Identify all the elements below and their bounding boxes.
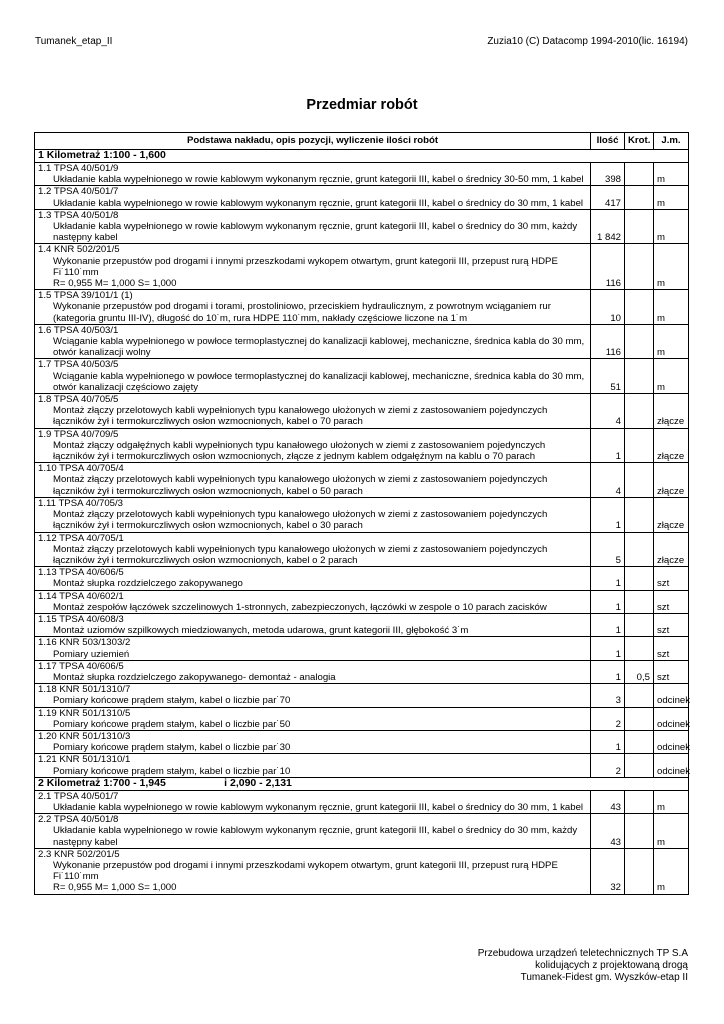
item-unit: m: [654, 848, 689, 894]
item-unit: m: [654, 814, 689, 849]
item-quantity: 1: [591, 590, 625, 613]
item-quantity: 1: [591, 660, 625, 683]
table-row: [35, 497, 689, 532]
table-row: [35, 567, 689, 590]
item-multiplier: [625, 848, 654, 894]
item-multiplier: [625, 814, 654, 849]
item-unit: odcinek: [654, 684, 689, 707]
item-text: Wykonanie przepustów pod drogami i torami, prostoliniowo, przeciskiem hydraulicznym, z powrotnym wciąganiem rur (kategoria gruntu III-IV), długość do 10˙m, rura HDPE 110˙mm, nakłady częściowe liczone na 1˙m: [53, 301, 551, 324]
item-code: 1.13 TPSA 40/606/5: [38, 567, 124, 579]
item-quantity: 1: [591, 730, 625, 753]
item-text: Montaż uziomów szpilkowych miedziowanych, metoda udarowa, grunt kategorii III, głębokość 3˙m: [53, 625, 469, 637]
item-description: [35, 730, 591, 753]
item-text: Wykonanie przepustów pod drogami i innymi przeszkodami wykopem otwartym, grunt kategorii III, przepust rurą HDPE Fi˙110˙mm R= 0,955 M= 1,000 S= 1,000: [53, 255, 558, 290]
item-description: [35, 707, 591, 730]
item-unit: m: [654, 163, 689, 186]
item-unit: złącze: [654, 532, 689, 567]
item-text: Montaż zespołów łączówek szczelinowych 1-stronnych, zabezpieczonych, łączówki w zespole o 10 parach zacisków: [53, 601, 547, 613]
item-quantity: 1: [591, 637, 625, 660]
item-text: Montaż złączy przelotowych kabli wypełnionych typu kanałowego ułożonych w ziemi z zastosowaniem pojedynczych łączników żył i termokurczliwych osłon wzmocnionych, kabel o 50 parach: [53, 474, 548, 497]
table-row: [35, 394, 689, 429]
item-multiplier: [625, 324, 654, 359]
table-row: [35, 186, 689, 209]
item-multiplier: [625, 359, 654, 394]
item-text: Montaż złączy odgałęźnych kabli wypełnionych typu kanałowego ułożonych w ziemi z zastosowaniem pojedynczych łączników żył i termokurczliwych osłon wzmocnionych, złącze z jednym kablem odgałęźnym na kablu o 70 parach: [53, 439, 546, 463]
item-unit: szt: [654, 613, 689, 636]
item-unit: szt: [654, 637, 689, 660]
item-description: [35, 754, 591, 777]
item-code: 1.1 TPSA 40/501/9: [38, 163, 119, 174]
item-description: [35, 497, 591, 532]
item-unit: złącze: [654, 497, 689, 532]
item-code: 1.10 TPSA 40/705/4: [38, 463, 124, 475]
item-quantity: 4: [591, 394, 625, 429]
item-text: Układanie kabla wypełnionego w rowie kablowym wykonanym ręcznie, grunt kategorii III, kabel o średnicy do 30 mm, każdy następny kabel: [53, 221, 578, 244]
item-unit: m: [654, 186, 689, 209]
item-multiplier: [625, 707, 654, 730]
item-description: [35, 790, 591, 813]
item-text: Pomiary końcowe prądem stałym, kabel o liczbie par˙50: [53, 718, 291, 730]
item-description: [35, 244, 591, 290]
item-quantity: 116: [591, 324, 625, 359]
item-code: 1.4 KNR 502/201/5: [38, 244, 120, 256]
item-code: 1.3 TPSA 40/501/8: [38, 209, 119, 221]
item-code: 1.21 KNR 501/1310/1: [38, 754, 131, 766]
item-quantity: 1: [591, 428, 625, 463]
item-description: [35, 613, 591, 636]
item-description: [35, 532, 591, 567]
item-multiplier: [625, 209, 654, 244]
item-quantity: 4: [591, 463, 625, 498]
header-right: Zuzia10 (C) Datacomp 1994-2010(lic. 16194): [487, 36, 688, 47]
table-row: [35, 754, 689, 777]
item-description: [35, 590, 591, 613]
table-row: [35, 324, 689, 359]
item-description: [35, 660, 591, 683]
item-unit: m: [654, 209, 689, 244]
table-row: [35, 730, 689, 753]
item-multiplier: [625, 244, 654, 290]
item-quantity: 398: [591, 163, 625, 186]
item-code: 1.14 TPSA 40/602/1: [38, 590, 124, 602]
item-unit: m: [654, 324, 689, 359]
cost-table: [34, 132, 689, 895]
column-header-krot: Krot.: [625, 133, 654, 150]
item-unit: złącze: [654, 463, 689, 498]
item-description: [35, 394, 591, 429]
item-code: 1.11 TPSA 40/705/3: [38, 497, 123, 509]
table-row: [35, 660, 689, 683]
column-header-qty: Ilość: [591, 133, 625, 150]
item-unit: m: [654, 790, 689, 813]
item-multiplier: [625, 394, 654, 429]
column-header-desc: Podstawa nakładu, opis pozycji, wyliczenie ilości robót: [35, 133, 591, 150]
section-title: 1 Kilometraż 1:100 - 1,600: [35, 150, 689, 163]
item-code: 2.3 KNR 502/201/5: [38, 848, 120, 860]
item-multiplier: [625, 790, 654, 813]
table-row: [35, 637, 689, 660]
item-text: Montaż złączy przelotowych kabli wypełnionych typu kanałowego ułożonych w ziemi z zastosowaniem pojedynczych łączników żył i termokurczliwych osłon wzmocnionych, kabel o 2 parach: [53, 543, 548, 566]
item-description: [35, 428, 591, 463]
item-code: 1.7 TPSA 40/503/5: [38, 359, 119, 371]
item-multiplier: 0,5: [625, 660, 654, 683]
item-quantity: 1: [591, 567, 625, 590]
item-multiplier: [625, 428, 654, 463]
item-unit: m: [654, 244, 689, 290]
item-code: 1.19 KNR 501/1310/5: [38, 707, 131, 719]
item-text: Wykonanie przepustów pod drogami i innymi przeszkodami wykopem otwartym, grunt kategorii III, przepust rurą HDPE Fi˙110˙mm R= 0,955 M= 1,000 S= 1,000: [53, 859, 558, 894]
item-unit: szt: [654, 660, 689, 683]
table-row: [35, 684, 689, 707]
item-unit: odcinek: [654, 754, 689, 777]
item-multiplier: [625, 637, 654, 660]
table-row: [35, 290, 689, 325]
item-multiplier: [625, 613, 654, 636]
table-row: [35, 163, 689, 186]
footer-line: Tumanek-Fidest gm. Wyszków-etap II: [520, 972, 688, 983]
section-row: [35, 150, 689, 163]
item-description: [35, 848, 591, 894]
header-left: Tumanek_etap_II: [35, 36, 113, 47]
item-description: [35, 814, 591, 849]
item-unit: m: [654, 290, 689, 325]
item-text: Wciąganie kabla wypełnionego w powłoce termoplastycznej do kanalizacji kablowej, mechaniczne, średnica kabla do 30 mm, otwór kanalizacji częściowo zajęty: [53, 370, 585, 393]
item-text: Układanie kabla wypełnionego w rowie kablowym wykonanym ręcznie, grunt kategorii III, kabel o średnicy do 30 mm, każdy następny kabel: [53, 825, 578, 848]
table-row: [35, 532, 689, 567]
item-code: 1.18 KNR 501/1310/7: [38, 684, 131, 696]
item-description: [35, 186, 591, 209]
table-row: [35, 463, 689, 498]
item-code: 1.15 TPSA 40/608/3: [38, 613, 124, 625]
item-code: 1.9 TPSA 40/709/5: [38, 428, 119, 440]
item-description: [35, 359, 591, 394]
item-unit: szt: [654, 567, 689, 590]
table-row: [35, 814, 689, 849]
item-quantity: 43: [591, 814, 625, 849]
table-row: [35, 590, 689, 613]
table-body: [35, 150, 689, 895]
table-row: [35, 209, 689, 244]
item-multiplier: [625, 730, 654, 753]
item-text: Pomiary uziemień: [53, 648, 130, 660]
item-quantity: 1: [591, 497, 625, 532]
footer: [478, 948, 688, 984]
item-quantity: 1: [591, 613, 625, 636]
footer-line: kolidujących z projektowaną drogą: [535, 960, 688, 971]
item-quantity: 5: [591, 532, 625, 567]
item-unit: odcinek: [654, 707, 689, 730]
item-code: 1.2 TPSA 40/501/7: [38, 186, 119, 198]
item-text: Układanie kabla wypełnionego w rowie kablowym wykonanym ręcznie, grunt kategorii III, kabel o średnicy 30-50 mm, 1 kabel: [53, 174, 584, 186]
column-header-jm: J.m.: [654, 133, 689, 150]
item-description: [35, 567, 591, 590]
item-unit: złącze: [654, 428, 689, 463]
item-code: 1.8 TPSA 40/705/5: [38, 394, 119, 406]
item-description: [35, 163, 591, 186]
item-description: [35, 463, 591, 498]
item-description: [35, 290, 591, 325]
item-unit: m: [654, 359, 689, 394]
item-description: [35, 324, 591, 359]
item-text: Układanie kabla wypełnionego w rowie kablowym wykonanym ręcznie, grunt kategorii III, kabel o średnicy do 30 mm, 1 kabel: [53, 197, 584, 209]
item-quantity: 116: [591, 244, 625, 290]
item-unit: szt: [654, 590, 689, 613]
item-code: 1.17 TPSA 40/606/5: [38, 660, 124, 672]
table-row: [35, 790, 689, 813]
item-multiplier: [625, 754, 654, 777]
item-multiplier: [625, 567, 654, 590]
item-code: 1.6 TPSA 40/503/1: [38, 324, 119, 336]
item-text: Wciąganie kabla wypełnionego w powłoce termoplastycznej do kanalizacji kablowej, mechaniczne, średnica kabla do 30 mm, otwór kanalizacji wolny: [53, 336, 585, 359]
item-quantity: 2: [591, 754, 625, 777]
table-row: [35, 428, 689, 463]
item-description: [35, 637, 591, 660]
item-text: Układanie kabla wypełnionego w rowie kablowym wykonanym ręcznie, grunt kategorii III, kabel o średnicy do 30 mm, 1 kabel: [53, 801, 584, 813]
item-multiplier: [625, 463, 654, 498]
item-quantity: 51: [591, 359, 625, 394]
item-description: [35, 209, 591, 244]
section-title: 2 Kilometraż 1:700 - 1,945 i 2,090 - 2,131: [35, 777, 689, 790]
item-text: Montaż złączy przelotowych kabli wypełnionych typu kanałowego ułożonych w ziemi z zastosowaniem pojedynczych łączników żył i termokurczliwych osłon wzmocnionych, kabel o 30 parach: [53, 509, 548, 532]
item-unit: odcinek: [654, 730, 689, 753]
item-quantity: 417: [591, 186, 625, 209]
item-code: 1.20 KNR 501/1310/3: [38, 730, 131, 742]
item-quantity: 3: [591, 684, 625, 707]
item-text: Pomiary końcowe prądem stałym, kabel o liczbie par˙70: [53, 695, 291, 707]
item-quantity: 2: [591, 707, 625, 730]
item-code: 2.2 TPSA 40/501/8: [38, 814, 119, 826]
item-multiplier: [625, 590, 654, 613]
page-title: Przedmiar robót: [306, 97, 418, 113]
item-text: Pomiary końcowe prądem stałym, kabel o liczbie par˙10: [53, 765, 291, 777]
table-row: [35, 848, 689, 894]
item-quantity: 43: [591, 790, 625, 813]
item-multiplier: [625, 290, 654, 325]
table-row: [35, 707, 689, 730]
item-multiplier: [625, 532, 654, 567]
item-text: Montaż słupka rozdzielczego zakopywanego: [53, 578, 243, 590]
table-row: [35, 359, 689, 394]
item-unit: złącze: [654, 394, 689, 429]
item-code: 1.12 TPSA 40/705/1: [38, 532, 124, 544]
item-text: Montaż złączy przelotowych kabli wypełnionych typu kanałowego ułożonych w ziemi z zastosowaniem pojedynczych łączników żył i termokurczliwych osłon wzmocnionych, kabel o 70 parach: [53, 405, 548, 428]
table-header-row: [35, 133, 689, 150]
item-code: 2.1 TPSA 40/501/7: [38, 790, 119, 802]
table-row: [35, 244, 689, 290]
table-row: [35, 613, 689, 636]
item-description: [35, 684, 591, 707]
item-multiplier: [625, 497, 654, 532]
item-text: Montaż słupka rozdzielczego zakopywanego- demontaż - analogia: [53, 671, 336, 683]
item-quantity: 1 842: [591, 209, 625, 244]
section-row: [35, 777, 689, 790]
footer-line: Przebudowa urządzeń teletechnicznych TP S.A: [477, 948, 688, 959]
item-multiplier: [625, 684, 654, 707]
item-quantity: 32: [591, 848, 625, 894]
item-multiplier: [625, 186, 654, 209]
item-multiplier: [625, 163, 654, 186]
item-code: 1.16 KNR 503/1303/2: [38, 637, 131, 649]
item-quantity: 10: [591, 290, 625, 325]
item-code: 1.5 TPSA 39/101/1 (1): [38, 290, 133, 302]
item-text: Pomiary końcowe prądem stałym, kabel o liczbie par˙30: [53, 742, 291, 754]
